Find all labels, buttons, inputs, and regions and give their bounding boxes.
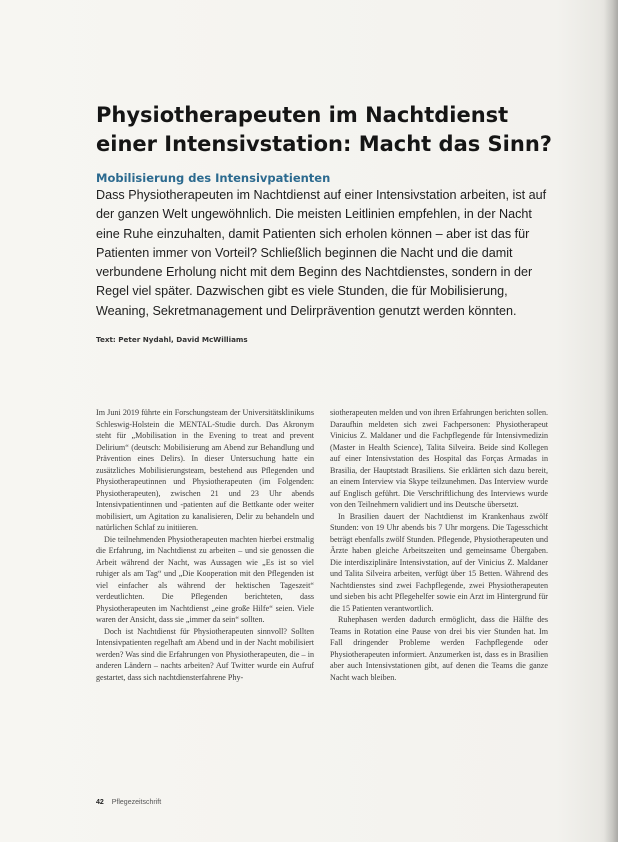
article-byline: Text: Peter Nydahl, David McWilliams [96,335,248,344]
title-line-2: einer Intensivstation: Macht das Sinn? [96,132,552,156]
title-line-1: Physiotherapeuten im Nachtdienst [96,103,509,127]
body-paragraph: Im Juni 2019 führte ein Forschungsteam der Universitätsklinikums Schleswig-Holstein die MENTAL-Studie durch. Das Akronym steht für „Mobilisation in the Evening to treat and prevent Delirium“ (deutsch: Mobilisierung am Abend zur Behandlung und Prävention eines Delirs). In dieser Untersuchung hatte ein zusätzliches Mobilisierungsteam, bestehend aus Pflegenden und Physiotherapeutinnen und Physiotherapeuten (im Folgenden: Physiotherapeuten), zwischen 21 und 23 Uhr abends Intensivpatientinnen und -patienten auf die Bettkante oder weiter mobilisiert, um Agitation zu kanalisieren, Delir zu behandeln und natürlichen Schlaf zu initiieren. [96,408,314,532]
body-paragraph: In Brasilien dauert der Nachtdienst im Krankenhaus zwölf Stunden: von 19 Uhr abends bis 7 Uhr morgens. Die Tagesschicht beträgt ebenfalls zwölf Stunden. Pflegende, Physiotherapeuten und Ärzte haben gleiche Arbeitszeiten und gemeinsame Übergaben. Die interdisziplinäre Intensivstation, auf der Vinicius Z. Maldaner und Talita Silveira arbeiten, verfügt über 15 Betten. Während des Nachtdienstes sind zwei Fachpflegende, zwei Physiotherapeuten und sieben bis acht Pflegehelfer sowie ein Arzt im Hintergrund für die 15 Patienten verantwortlich. [330,511,548,613]
body-paragraph: Ruhephasen werden dadurch ermöglicht, dass die Hälfte des Teams in Rotation eine Pause von drei bis vier Stunden hat. Im Fall dringender Probleme werden Fachpflegende oder Physiotherapeuten informiert. Anzumerken ist, dass es in Brasilien aber auch Intensivstationen gibt, auf denen die Teams die ganze Nacht wach bleiben. [330,615,548,682]
article-title [96,101,566,159]
body-paragraph: Die teilnehmenden Physiotherapeuten machten hierbei erstmalig die Erfahrung, im Nachtdienst zu arbeiten – und sie genossen die Arbeit während der Nacht, was Aussagen wie „Es ist so viel ruhiger als am Tag“ und „Die Kooperation mit den Pflegenden ist viel einfacher als während der hektischen Tageszeit“ verdeutlichten. Die Pflegenden berichteten, dass Physiotherapeuten im Nachtdienst „eine große Hilfe“ seien. Viele waren der Ansicht, dass sie „immer da sein“ sollten. [96,534,314,624]
page-edge-shadow [604,0,618,842]
page-footer [96,799,161,806]
article-lead: Dass Physiotherapeuten im Nachtdienst auf einer Intensivstation arbeiten, ist auf der ganzen Welt ungewöhnlich. Die meisten Leitlinien empfehlen, in der Nacht eine Ruhe einzuhalten, damit Patienten sich erholen können – aber ist das für Patienten immer von Vorteil? Schließlich beginnen die Nacht und die damit verbundene Erholung nicht mit dem Beginn des Nachtdienstes, sondern in der Regel viel später. Dazwischen gibt es viele Stunden, die für Mobilisierung, Weaning, Sekretmanagement und Delirprävention genutzt werden könnten. [96,188,547,318]
body-paragraph: Doch ist Nachtdienst für Physiotherapeuten sinnvoll? Sollten Intensivpatienten regelhaft am Abend und in der Nacht mobilisiert werden? Was sind die Erfahrungen von Physiotherapeuten, die – in anderen Ländern – nachts arbeiten? Auf Twitter wurde ein Aufruf gestartet, dass sich nachtdiensterfahrene Phy- [96,626,314,682]
article-subheading: Mobilisierung des Intensivpatienten [96,171,331,185]
page-number: 42 [96,799,104,806]
body-paragraph: siotherapeuten melden und von ihren Erfahrungen berichten sollen. Daraufhin meldeten sich zwei Fachpersonen: Physiotherapeut Vinicius Z. Maldaner und die Fachpflegende für Intensivmedizin (Master in Health Science), Talita Silveira. Beide sind Kollegen auf einer Intensivstation des Hospital das Forças Armadas in Brasilia, der Hauptstadt Brasiliens. Sie erklärten sich dazu bereit, an einem Interview via Skype teilzunehmen. Das Interview wurde auf Englisch geführt. Die Verschriftlichung des Interviews wurde von den Teilnehmern validiert und ins Deutsche übersetzt. [330,408,549,509]
journal-name: Pflegezeitschrift [111,799,162,806]
body-column-right [330,407,548,683]
body-column-left [96,407,314,683]
